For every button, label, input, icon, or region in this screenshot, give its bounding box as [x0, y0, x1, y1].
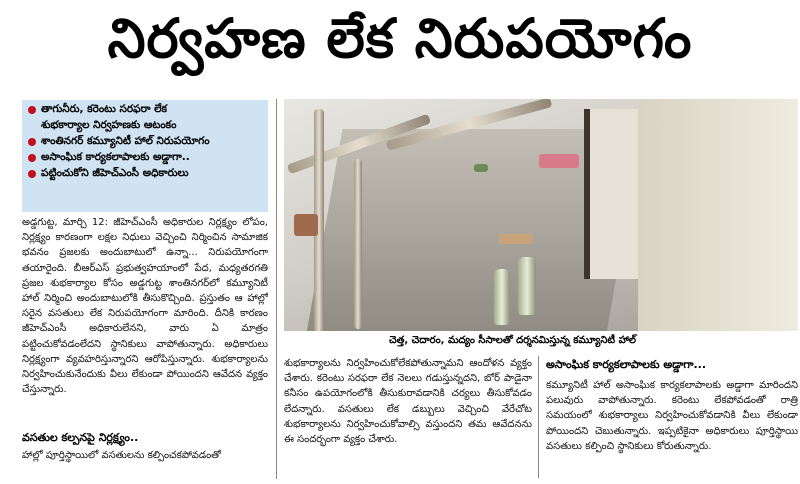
- news-photo: [284, 99, 798, 331]
- article-column-2: శుభకార్యాలను నిర్వహించుకోలేకపోతున్నామని ఆందోళన వ్యక్తం చేశారు. కరెంటు సరఫరా లేక నెలలు గడుస్తున్నదని, బోర్ పాడైనా కనీసం ఉపయోగంలోకి తీసుకురావడానికి చర్యలు తీసుకోవడం లేదన్నారు. వసతులు లేక డబ్బులు వెచ్చించి వేరేచోట శుభకార్యాలను నిర్వహించుకోవాల్సి వస్తుందని తమ ఆవేదనను ఈ సందర్భంగా వ్యక్తం చేశారు.: [284, 358, 532, 446]
- article-column-3: కమ్యూనిటీ హాల్ అసాంఘిక కార్యకలాపాలకు అడ్డాగా మారిందని పలువురు వాపోతున్నారు. కరెంటు లేకపోవడంతో రాత్రి సమయంలో శుభకార్యాలు నిర్వహించుకోవడానికి వీలు లేకుండా పోయిందని చెబుతున్నారు. ఇప్పటికైనా అధికారులు పూర్తిస్థాయి వసతులు కల్పించి స్థానికులు కోరుతున్నారు.: [546, 380, 798, 452]
- highlights-box: [22, 100, 268, 212]
- highlight-item: [22, 164, 268, 180]
- column-divider: [276, 99, 277, 479]
- highlight-item: [22, 132, 268, 148]
- headline: నిర్వహణ లేక నిరుపయోగం: [107, 6, 693, 70]
- photo-caption-bar: [284, 331, 798, 351]
- bullet-dot-icon: [28, 138, 36, 146]
- bullet-dot-icon: [28, 154, 36, 162]
- photo-caption: చెత్త, చెదారం, మద్యం సీసాలతో దర్శనమిస్తున్న కమ్యూనిటీ హాల్: [389, 335, 636, 346]
- photo-wall: [638, 99, 798, 331]
- photo-railing: [354, 159, 362, 329]
- highlight-text: అసాంఘిక కార్యకలాపాలకు అడ్డాగా..: [41, 151, 190, 163]
- subheading-facilities: వసతుల కల్పనపై నిర్లక్ష్యం..: [22, 431, 139, 444]
- highlight-item: [22, 116, 268, 132]
- photo-debris: [474, 164, 488, 172]
- subheading-antisocial: అసాంఘిక కార్యకలాపాలకు అడ్డాగా...: [546, 358, 707, 371]
- highlight-item: [22, 148, 268, 164]
- highlight-item: [22, 100, 268, 116]
- highlight-text: పట్టించుకోని జీహెచ్ఎంసీ అధికారులు: [41, 167, 189, 179]
- highlight-text: శుభకార్యాల నిర్వహణకు ఆటంకం: [41, 119, 177, 131]
- bullet-dot-icon: [28, 170, 36, 178]
- column-divider: [538, 356, 539, 478]
- article-column-1-continued: హాల్లో పూర్తిస్థాయిలో వసతులను కల్పించకపోవడంతో: [22, 450, 221, 461]
- photo-debris: [294, 214, 318, 236]
- photo-bottle: [494, 269, 510, 325]
- highlight-text: తాగునీరు, కరెంటు సరఫరా లేక: [41, 103, 168, 115]
- bullet-dot-icon: [28, 106, 36, 114]
- article-column-1: అడ్డగుట్ట, మార్చి 12: జీహెచ్ఎంసీ అధికారుల నిర్లక్ష్యం లోపం, నిర్లక్ష్యం కారణంగా లక్షల నిధులు వెచ్చించి నిర్మించిన సామాజిక భవనం ప్రజలకు అందుబాటులో ఉన్నా... నిరుపయోగంగా తయారైంది. బీఆర్ఎస్ ప్రభుత్వహయాంలో పేద, మధ్యతరగతి ప్రజల శుభకార్యాల కోసం అడ్డగుట్ట శాంతినగర్‌లో కమ్యూనిటీ హాల్ నిర్మించి అందుబాటులోకి తీసుకొచ్చింది. ప్రస్తుతం ఆ హాల్లో సరైన వసతులు లేక నిరుపయోగంగా మారింది. దీనికి కారణం జీహెచ్ఎంసీ అధికారులేనని, వారు ఏ మాత్రం పట్టించుకోవడంలేదని స్థానికులు వాపోతున్నారు. అధికారులు నిర్లక్ష్యంగా వ్యవహరిస్తున్నారని ఆరోపిస్తున్నారు. శుభకార్యాలను నిర్వహించుకునేందుకు వీలు లేకుండా పోయిందని ఆవేదన వ్యక్తం చేస్తున్నారు.: [22, 217, 268, 396]
- photo-debris: [499, 234, 533, 244]
- photo-bottle: [518, 257, 536, 315]
- photo-debris: [539, 154, 579, 168]
- highlight-text: శాంతినగర్ కమ్యూనిటీ హాల్ నిరుపయోగం: [41, 135, 210, 147]
